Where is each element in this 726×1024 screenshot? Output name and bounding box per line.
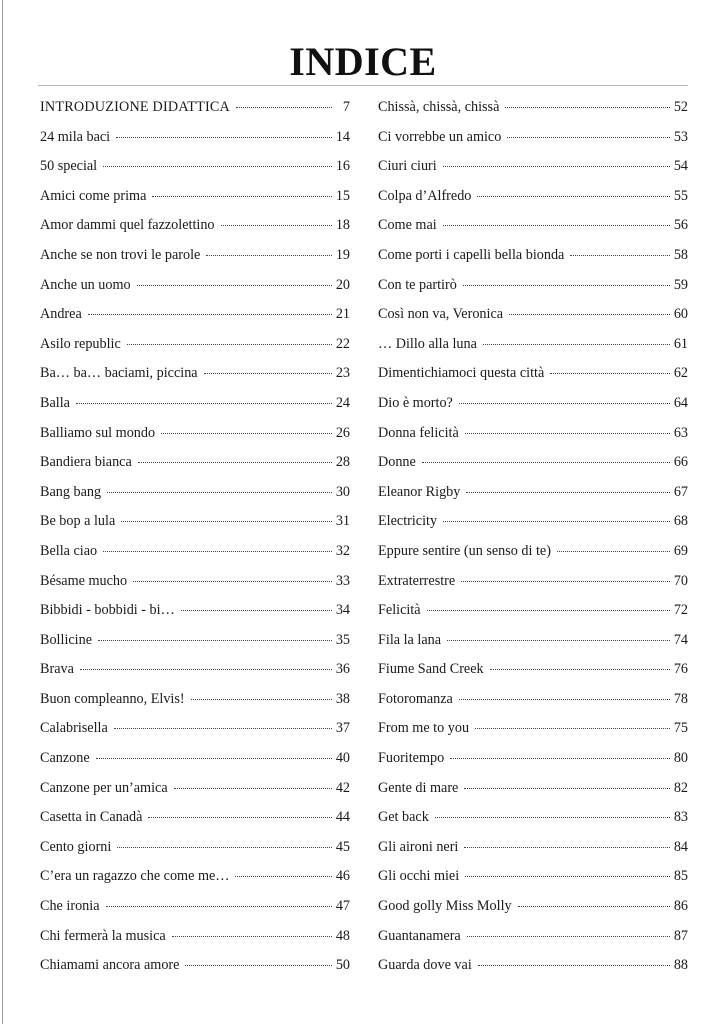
- index-entry: [378, 510, 688, 540]
- dot-leader: [443, 165, 670, 167]
- entry-page-number: 32: [335, 542, 350, 559]
- entry-title: Bibbidi - bobbidi - bi…: [40, 602, 175, 619]
- entry-title: Fuoritempo: [378, 750, 445, 767]
- entry-page-number: 52: [673, 99, 688, 115]
- dot-leader: [422, 461, 670, 463]
- entry-title: Eppure sentire (un senso di te): [378, 542, 551, 559]
- entry-page-number: 55: [673, 187, 688, 204]
- dot-leader: [557, 550, 670, 552]
- index-entry: [378, 688, 688, 718]
- dot-leader: [76, 402, 332, 404]
- page-title: INDICE: [289, 39, 437, 84]
- entry-page-number: 19: [335, 246, 350, 263]
- entry-page-number: 14: [335, 128, 350, 145]
- entry-title: Get back: [378, 809, 429, 826]
- entry-title: Ci vorrebbe un amico: [378, 128, 502, 145]
- entry-title: Come mai: [378, 217, 437, 234]
- dot-leader: [447, 639, 670, 641]
- dot-leader: [463, 284, 670, 286]
- index-entry: [378, 806, 688, 836]
- entry-title: Balla: [40, 394, 70, 411]
- entry-page-number: 64: [673, 394, 688, 411]
- entry-title: Gente di mare: [378, 779, 459, 796]
- index-entry: [378, 570, 688, 600]
- index-entry: [378, 362, 688, 392]
- dot-leader: [221, 224, 332, 226]
- entry-title: Good golly Miss Molly: [378, 898, 512, 915]
- dot-leader: [461, 580, 670, 582]
- index-entry: [378, 392, 688, 422]
- entry-page-number: 26: [335, 424, 350, 441]
- entry-page-number: 87: [673, 927, 688, 944]
- index-entry: [40, 925, 350, 955]
- index-entry: [40, 214, 350, 244]
- dot-leader: [465, 875, 670, 877]
- dot-leader: [459, 698, 670, 700]
- entry-page-number: 36: [335, 661, 350, 678]
- entry-title: Dimentichiamoci questa città: [378, 365, 545, 382]
- entry-title: Asilo republic: [40, 335, 121, 352]
- entry-page-number: 85: [673, 868, 688, 885]
- index-entry: [40, 481, 350, 511]
- dot-leader: [477, 195, 669, 197]
- entry-title: Cento giorni: [40, 838, 112, 855]
- entry-page-number: 38: [335, 690, 350, 707]
- entry-page-number: 83: [673, 809, 688, 826]
- entry-title: Guantanamera: [378, 927, 461, 944]
- entry-title: Chi fermerà la musica: [40, 927, 166, 944]
- entry-page-number: 88: [673, 957, 688, 974]
- entry-page-number: 30: [335, 483, 350, 500]
- dot-leader: [570, 254, 669, 256]
- dot-leader: [427, 609, 670, 611]
- dot-leader: [443, 224, 670, 226]
- entry-page-number: 50: [335, 957, 350, 974]
- index-entry: [378, 895, 688, 925]
- entry-page-number: 21: [335, 306, 350, 323]
- index-entry: [40, 185, 350, 215]
- index-entry: [378, 451, 688, 481]
- entry-page-number: 28: [335, 454, 350, 471]
- entry-title: Casetta in Canadà: [40, 809, 143, 826]
- entry-page-number: 61: [673, 335, 688, 352]
- dot-leader: [206, 254, 331, 256]
- entry-page-number: 63: [673, 424, 688, 441]
- entry-title: Fiume Sand Creek: [378, 661, 484, 678]
- dot-leader: [509, 313, 670, 315]
- entry-page-number: 58: [673, 246, 688, 263]
- dot-leader: [464, 787, 669, 789]
- entry-page-number: 33: [335, 572, 350, 589]
- index-entry: [40, 540, 350, 570]
- dot-leader: [550, 372, 670, 374]
- entry-page-number: 23: [335, 365, 350, 382]
- index-entry: [378, 155, 688, 185]
- entry-title: Amor dammi quel fazzolettino: [40, 217, 215, 234]
- entry-title: Bella ciao: [40, 542, 98, 559]
- entry-title: Bésame mucho: [40, 572, 128, 589]
- entry-page-number: 15: [335, 187, 350, 204]
- dot-leader: [191, 698, 332, 700]
- entry-title: Andrea: [40, 306, 82, 323]
- entry-title: Donne: [378, 454, 416, 471]
- index-entry: [40, 510, 350, 540]
- entry-title: Calabrisella: [40, 720, 108, 737]
- index-entry: [40, 658, 350, 688]
- index-entry: [378, 185, 688, 215]
- index-entry: [40, 836, 350, 866]
- entry-page-number: 24: [335, 394, 350, 411]
- dot-leader: [181, 609, 332, 611]
- index-entry: [40, 865, 350, 895]
- entry-title: Donna felicità: [378, 424, 459, 441]
- entry-title: 24 mila baci: [40, 128, 111, 145]
- dot-leader: [204, 372, 332, 374]
- dot-leader: [174, 787, 332, 789]
- index-entry: [378, 747, 688, 777]
- dot-leader: [96, 757, 332, 759]
- dot-leader: [185, 964, 331, 966]
- entry-page-number: 60: [673, 306, 688, 323]
- entry-title: Amici come prima: [40, 187, 147, 204]
- index-entry: [40, 362, 350, 392]
- index-entry: [40, 717, 350, 747]
- entry-title: Fila la lana: [378, 631, 442, 648]
- dot-leader: [80, 668, 332, 670]
- index-column-right: [378, 96, 688, 984]
- dot-leader: [467, 935, 670, 937]
- entry-title: Così non va, Veronica: [378, 306, 504, 323]
- entry-page-number: 56: [673, 217, 688, 234]
- index-entry: [40, 451, 350, 481]
- entry-page-number: 62: [673, 365, 688, 382]
- index-entry: [378, 717, 688, 747]
- index-entry: [40, 303, 350, 333]
- dot-leader: [121, 520, 332, 522]
- index-entry: [40, 422, 350, 452]
- entry-page-number: 7: [342, 99, 350, 115]
- entry-title: From me to you: [378, 720, 470, 737]
- entry-title: Electricity: [378, 513, 438, 530]
- entry-page-number: 86: [673, 898, 688, 915]
- index-entry: [378, 540, 688, 570]
- entry-title: Felicità: [378, 602, 421, 619]
- entry-title: Chissà, chissà, chissà: [378, 99, 500, 115]
- entry-title: Colpa d’Alfredo: [378, 187, 472, 204]
- entry-title: Bandiera bianca: [40, 454, 132, 471]
- index-entry: [378, 126, 688, 156]
- entry-title: Canzone: [40, 750, 90, 767]
- index-entry: [378, 96, 688, 126]
- index-entry: [378, 303, 688, 333]
- dot-leader: [107, 491, 332, 493]
- entry-page-number: 68: [673, 513, 688, 530]
- index-entry: [40, 333, 350, 363]
- dot-leader: [507, 136, 669, 138]
- index-entry: [40, 895, 350, 925]
- dot-leader: [450, 757, 670, 759]
- dot-leader: [137, 284, 332, 286]
- index-entry: [40, 274, 350, 304]
- index-entry: [40, 244, 350, 274]
- entry-page-number: 80: [673, 750, 688, 767]
- entry-title: Eleanor Rigby: [378, 483, 461, 500]
- entry-title: Anche un uomo: [40, 276, 131, 293]
- index-entry: [378, 777, 688, 807]
- index-entry: [378, 422, 688, 452]
- entry-page-number: 35: [335, 631, 350, 648]
- dot-leader: [435, 816, 670, 818]
- index-entry: [40, 806, 350, 836]
- entry-page-number: 22: [335, 335, 350, 352]
- entry-title: Guarda dove vai: [378, 957, 472, 974]
- dot-leader: [117, 846, 331, 848]
- dot-leader: [114, 727, 332, 729]
- index-entry: [40, 599, 350, 629]
- title-divider: [38, 85, 688, 86]
- dot-leader: [172, 935, 332, 937]
- index-entry: [378, 244, 688, 274]
- dot-leader: [459, 402, 670, 404]
- entry-title: Ba… ba… baciami, piccina: [40, 365, 198, 382]
- index-entry: [378, 836, 688, 866]
- index-entry: [378, 658, 688, 688]
- entry-page-number: 46: [335, 868, 350, 885]
- dot-leader: [133, 580, 332, 582]
- entry-title: C’era un ragazzo che come me…: [40, 868, 230, 885]
- entry-title: Be bop a lula: [40, 513, 116, 530]
- index-entry: [378, 865, 688, 895]
- index-entry: [40, 629, 350, 659]
- entry-page-number: 31: [335, 513, 350, 530]
- index-entry: [40, 126, 350, 156]
- dot-leader: [235, 875, 331, 877]
- dot-leader: [478, 964, 670, 966]
- index-entry: [40, 155, 350, 185]
- dot-leader: [103, 165, 332, 167]
- index-entry: [40, 392, 350, 422]
- entry-page-number: 70: [673, 572, 688, 589]
- dot-leader: [490, 668, 670, 670]
- entry-title: Dio è morto?: [378, 394, 453, 411]
- entry-title: Extraterrestre: [378, 572, 456, 589]
- entry-title: Balliamo sul mondo: [40, 424, 156, 441]
- entry-title: Ciuri ciuri: [378, 158, 437, 175]
- dot-leader: [116, 136, 332, 138]
- entry-page-number: 54: [673, 158, 688, 175]
- entry-page-number: 82: [673, 779, 688, 796]
- index-entry: [40, 777, 350, 807]
- entry-title: Buon compleanno, Elvis!: [40, 690, 185, 707]
- index-entry: [40, 688, 350, 718]
- entry-page-number: 72: [673, 602, 688, 619]
- entry-title: Bang bang: [40, 483, 102, 500]
- index-entry: [378, 629, 688, 659]
- dot-leader: [161, 432, 332, 434]
- entry-title: Bollicine: [40, 631, 93, 648]
- entry-page-number: 75: [673, 720, 688, 737]
- dot-leader: [464, 846, 669, 848]
- dot-leader: [443, 520, 670, 522]
- entry-title: Chiamami ancora amore: [40, 957, 180, 974]
- dot-leader: [88, 313, 332, 315]
- index-entry: [378, 925, 688, 955]
- entry-page-number: 76: [673, 661, 688, 678]
- entry-title: Canzone per un’amica: [40, 779, 168, 796]
- entry-page-number: 84: [673, 838, 688, 855]
- dot-leader: [127, 343, 332, 345]
- dot-leader: [106, 905, 332, 907]
- index-entry: [378, 274, 688, 304]
- entry-page-number: 74: [673, 631, 688, 648]
- entry-title: Brava: [40, 661, 74, 678]
- entry-page-number: 44: [335, 809, 350, 826]
- entry-title: INTRODUZIONE DIDATTICA: [40, 99, 230, 115]
- index-entry: [378, 481, 688, 511]
- entry-page-number: 42: [335, 779, 350, 796]
- entry-page-number: 67: [673, 483, 688, 500]
- entry-title: Gli aironi neri: [378, 838, 459, 855]
- dot-leader: [98, 639, 332, 641]
- index-column-left: [40, 96, 350, 984]
- dot-leader: [465, 432, 670, 434]
- index-entry: [378, 599, 688, 629]
- entry-page-number: 20: [335, 276, 350, 293]
- entry-page-number: 40: [335, 750, 350, 767]
- entry-page-number: 59: [673, 276, 688, 293]
- entry-title: … Dillo alla luna: [378, 335, 477, 352]
- dot-leader: [152, 195, 331, 197]
- entry-page-number: 45: [335, 838, 350, 855]
- dot-leader: [505, 106, 669, 108]
- page-edge-line: [2, 0, 3, 1024]
- index-entry: [378, 954, 688, 984]
- entry-page-number: 66: [673, 454, 688, 471]
- entry-title: Anche se non trovi le parole: [40, 246, 201, 263]
- entry-page-number: 48: [335, 927, 350, 944]
- entry-page-number: 53: [673, 128, 688, 145]
- dot-leader: [466, 491, 669, 493]
- entry-title: Che ironia: [40, 898, 100, 915]
- dot-leader: [483, 343, 670, 345]
- entry-title: 50 special: [40, 158, 98, 175]
- index-entry: [40, 570, 350, 600]
- dot-leader: [236, 106, 332, 108]
- entry-page-number: 69: [673, 542, 688, 559]
- entry-page-number: 18: [335, 217, 350, 234]
- index-entry: [40, 954, 350, 984]
- index-entry: [40, 96, 350, 126]
- entry-title: Con te partirò: [378, 276, 457, 293]
- index-entry: [40, 747, 350, 777]
- entry-page-number: 78: [673, 690, 688, 707]
- entry-title: Gli occhi miei: [378, 868, 460, 885]
- index-entry: [378, 333, 688, 363]
- dot-leader: [148, 816, 331, 818]
- dot-leader: [518, 905, 670, 907]
- dot-leader: [138, 461, 332, 463]
- dot-leader: [103, 550, 332, 552]
- entry-page-number: 37: [335, 720, 350, 737]
- entry-page-number: 16: [335, 158, 350, 175]
- entry-page-number: 47: [335, 898, 350, 915]
- entry-title: Come porti i capelli bella bionda: [378, 246, 565, 263]
- entry-title: Fotoromanza: [378, 690, 453, 707]
- entry-page-number: 34: [335, 602, 350, 619]
- dot-leader: [475, 727, 670, 729]
- index-entry: [378, 214, 688, 244]
